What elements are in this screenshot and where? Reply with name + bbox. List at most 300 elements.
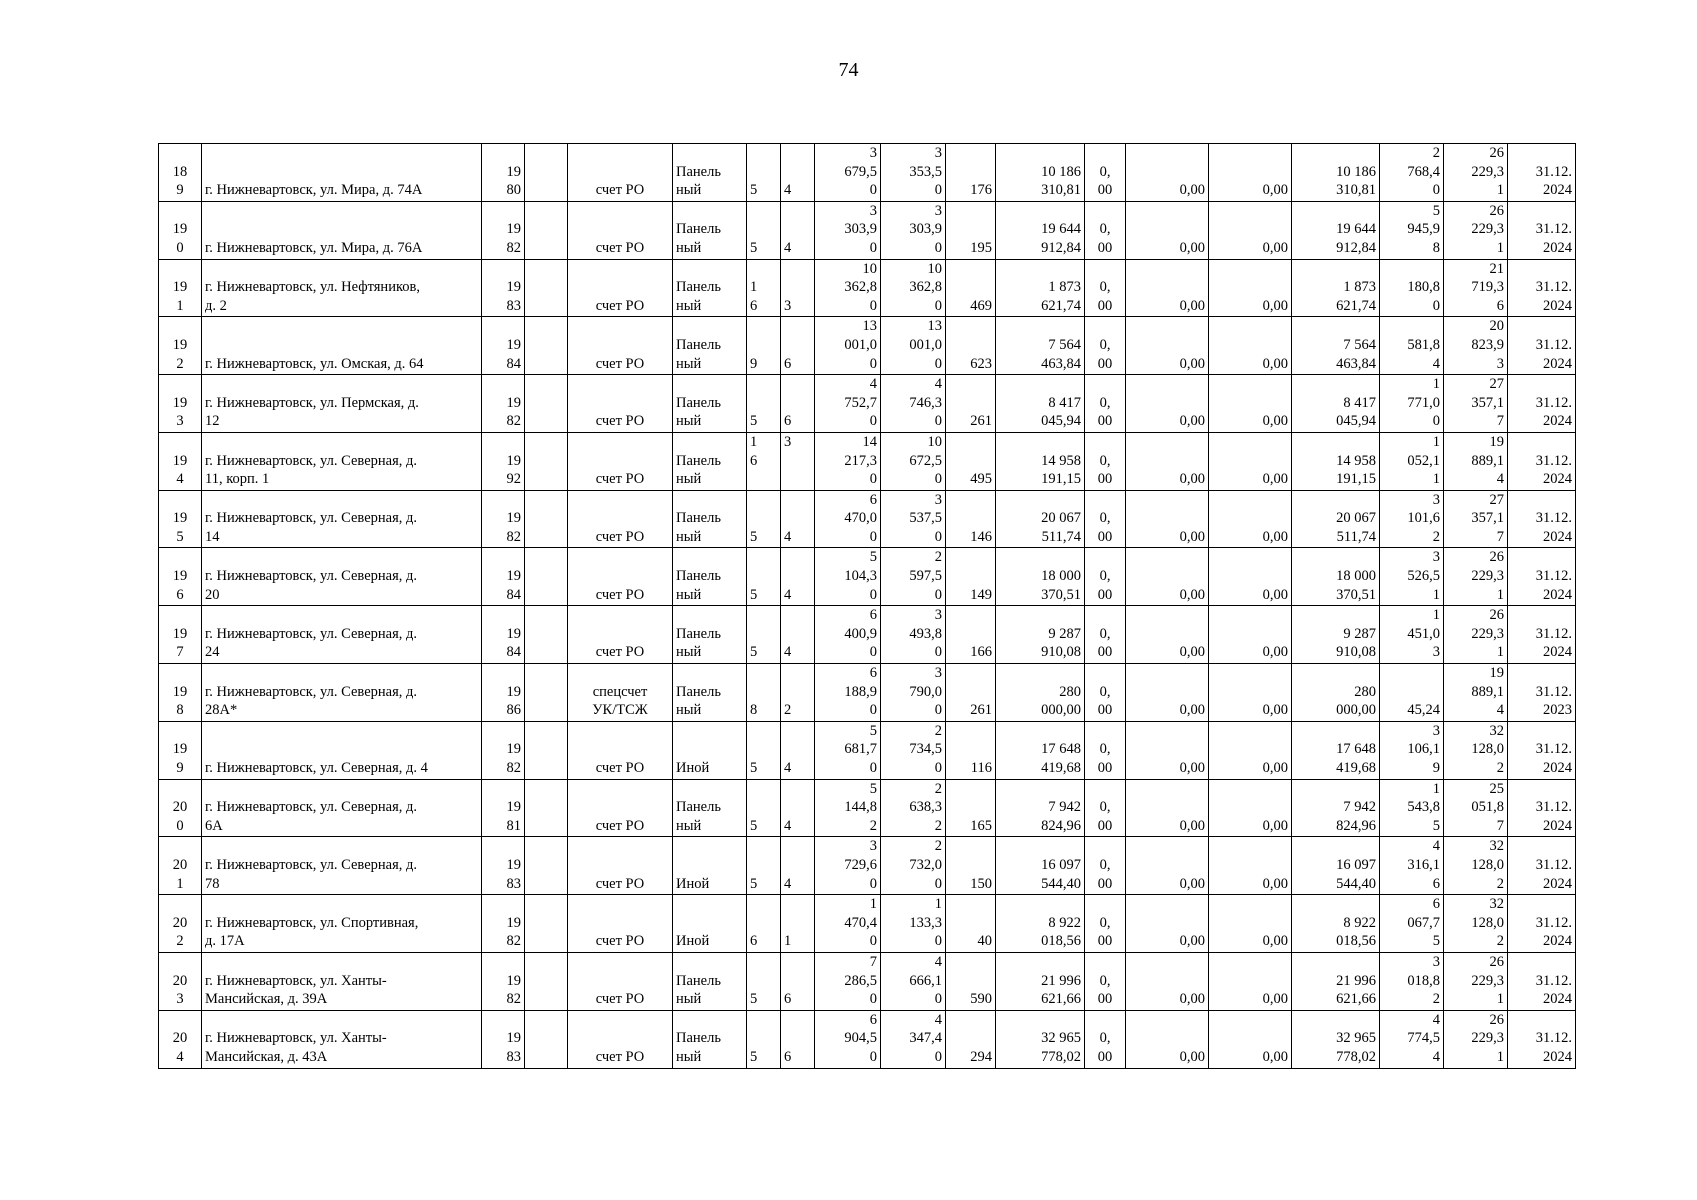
owner-funds-cell: 9 287 910,08 <box>1292 606 1380 664</box>
residents-cell: 116 <box>946 721 996 779</box>
completion-date-cell: 31.12. 2023 <box>1508 664 1576 722</box>
wall-material-cell: Панель ный <box>673 375 747 433</box>
address-cell: г. Нижневартовск, ул. Северная, д. 24 <box>202 606 482 664</box>
completion-date-cell: 31.12. 2024 <box>1508 144 1576 202</box>
table-row <box>159 490 1576 548</box>
owner-funds-cell: 19 644 912,84 <box>1292 201 1380 259</box>
row-number: 19 6 <box>159 548 202 606</box>
table-row <box>159 664 1576 722</box>
year-cell: 19 83 <box>482 837 525 895</box>
local-budget-cell: 0,00 <box>1209 144 1292 202</box>
entrances-cell: 6 <box>781 375 815 433</box>
floors-cell: 5 <box>747 721 781 779</box>
residents-cell: 261 <box>946 664 996 722</box>
wall-material-cell: Панель ный <box>673 952 747 1010</box>
total-area-cell: 5 104,3 0 <box>815 548 881 606</box>
regional-budget-cell: 0,00 <box>1126 779 1209 837</box>
entrances-cell: 4 <box>781 201 815 259</box>
empty-cell <box>525 837 568 895</box>
address-cell: г. Нижневартовск, ул. Северная, д. 20 <box>202 548 482 606</box>
table-row <box>159 779 1576 837</box>
account-type-cell: счет РО <box>568 895 673 953</box>
local-budget-cell: 0,00 <box>1209 895 1292 953</box>
unit-cost-cell: 3 106,1 9 <box>1380 721 1444 779</box>
repair-cost-cell: 280 000,00 <box>996 664 1085 722</box>
row-number: 19 5 <box>159 490 202 548</box>
completion-date-cell: 31.12. 2024 <box>1508 837 1576 895</box>
year-cell: 19 83 <box>482 1010 525 1068</box>
regional-budget-cell: 0,00 <box>1126 490 1209 548</box>
unit-cost-cell: 1 052,1 1 <box>1380 432 1444 490</box>
floors-cell: 1 6 <box>747 259 781 317</box>
owner-funds-cell: 20 067 511,74 <box>1292 490 1380 548</box>
row-number: 19 1 <box>159 259 202 317</box>
row-number: 19 4 <box>159 432 202 490</box>
floors-cell: 1 6 <box>747 432 781 490</box>
year-cell: 19 86 <box>482 664 525 722</box>
wall-material-cell: Панель ный <box>673 1010 747 1068</box>
regional-budget-cell: 0,00 <box>1126 664 1209 722</box>
account-type-cell: счет РО <box>568 548 673 606</box>
empty-cell <box>525 952 568 1010</box>
entrances-cell: 6 <box>781 952 815 1010</box>
unit-cost-cell: 6 067,7 5 <box>1380 895 1444 953</box>
max-unit-cost-cell: 21 719,3 6 <box>1444 259 1508 317</box>
table-row <box>159 606 1576 664</box>
max-unit-cost-cell: 26 229,3 1 <box>1444 548 1508 606</box>
year-cell: 19 84 <box>482 548 525 606</box>
owner-funds-cell: 18 000 370,51 <box>1292 548 1380 606</box>
unit-cost-cell: 3 101,6 2 <box>1380 490 1444 548</box>
unit-cost-cell: 45,24 <box>1380 664 1444 722</box>
total-area-cell: 6 904,5 0 <box>815 1010 881 1068</box>
wall-material-cell: Панель ный <box>673 779 747 837</box>
living-area-cell: 10 672,5 0 <box>881 432 946 490</box>
total-area-cell: 3 729,6 0 <box>815 837 881 895</box>
living-area-cell: 3 303,9 0 <box>881 201 946 259</box>
row-number: 19 9 <box>159 721 202 779</box>
regional-budget-cell: 0,00 <box>1126 201 1209 259</box>
row-number: 18 9 <box>159 144 202 202</box>
address-cell: г. Нижневартовск, ул. Омская, д. 64 <box>202 317 482 375</box>
table-row <box>159 259 1576 317</box>
entrances-cell: 4 <box>781 548 815 606</box>
regional-budget-cell: 0,00 <box>1126 606 1209 664</box>
empty-cell <box>525 1010 568 1068</box>
fund-cell: 0, 00 <box>1085 895 1126 953</box>
living-area-cell: 3 537,5 0 <box>881 490 946 548</box>
wall-material-cell: Панель ный <box>673 317 747 375</box>
row-number: 19 3 <box>159 375 202 433</box>
unit-cost-cell: 4 316,1 6 <box>1380 837 1444 895</box>
max-unit-cost-cell: 26 229,3 1 <box>1444 606 1508 664</box>
living-area-cell: 2 597,5 0 <box>881 548 946 606</box>
repair-cost-cell: 10 186 310,81 <box>996 144 1085 202</box>
address-cell: г. Нижневартовск, ул. Пермская, д. 12 <box>202 375 482 433</box>
table-row <box>159 895 1576 953</box>
address-cell: г. Нижневартовск, ул. Северная, д. 6А <box>202 779 482 837</box>
residents-cell: 590 <box>946 952 996 1010</box>
table-row <box>159 721 1576 779</box>
living-area-cell: 3 790,0 0 <box>881 664 946 722</box>
year-cell: 19 82 <box>482 375 525 433</box>
completion-date-cell: 31.12. 2024 <box>1508 721 1576 779</box>
empty-cell <box>525 259 568 317</box>
living-area-cell: 4 746,3 0 <box>881 375 946 433</box>
completion-date-cell: 31.12. 2024 <box>1508 548 1576 606</box>
local-budget-cell: 0,00 <box>1209 317 1292 375</box>
empty-cell <box>525 548 568 606</box>
living-area-cell: 1 133,3 0 <box>881 895 946 953</box>
wall-material-cell: Панель ный <box>673 201 747 259</box>
max-unit-cost-cell: 32 128,0 2 <box>1444 721 1508 779</box>
repair-cost-cell: 8 417 045,94 <box>996 375 1085 433</box>
entrances-cell: 4 <box>781 606 815 664</box>
address-cell: г. Нижневартовск, ул. Северная, д. 28А* <box>202 664 482 722</box>
repair-cost-cell: 21 996 621,66 <box>996 952 1085 1010</box>
living-area-cell: 13 001,0 0 <box>881 317 946 375</box>
living-area-cell: 3 493,8 0 <box>881 606 946 664</box>
residents-cell: 261 <box>946 375 996 433</box>
year-cell: 19 82 <box>482 201 525 259</box>
entrances-cell: 6 <box>781 1010 815 1068</box>
fund-cell: 0, 00 <box>1085 779 1126 837</box>
max-unit-cost-cell: 20 823,9 3 <box>1444 317 1508 375</box>
floors-cell: 8 <box>747 664 781 722</box>
owner-funds-cell: 7 942 824,96 <box>1292 779 1380 837</box>
address-cell: г. Нижневартовск, ул. Северная, д. 14 <box>202 490 482 548</box>
wall-material-cell: Иной <box>673 721 747 779</box>
account-type-cell: счет РО <box>568 490 673 548</box>
empty-cell <box>525 317 568 375</box>
total-area-cell: 7 286,5 0 <box>815 952 881 1010</box>
repair-cost-cell: 7 564 463,84 <box>996 317 1085 375</box>
empty-cell <box>525 432 568 490</box>
row-number: 20 2 <box>159 895 202 953</box>
completion-date-cell: 31.12. 2024 <box>1508 317 1576 375</box>
total-area-cell: 3 303,9 0 <box>815 201 881 259</box>
row-number: 19 0 <box>159 201 202 259</box>
max-unit-cost-cell: 27 357,1 7 <box>1444 375 1508 433</box>
completion-date-cell: 31.12. 2024 <box>1508 201 1576 259</box>
entrances-cell: 4 <box>781 837 815 895</box>
year-cell: 19 92 <box>482 432 525 490</box>
regional-budget-cell: 0,00 <box>1126 317 1209 375</box>
regional-budget-cell: 0,00 <box>1126 259 1209 317</box>
local-budget-cell: 0,00 <box>1209 432 1292 490</box>
floors-cell: 5 <box>747 201 781 259</box>
completion-date-cell: 31.12. 2024 <box>1508 952 1576 1010</box>
wall-material-cell: Панель ный <box>673 259 747 317</box>
fund-cell: 0, 00 <box>1085 664 1126 722</box>
living-area-cell: 2 734,5 0 <box>881 721 946 779</box>
address-cell: г. Нижневартовск, ул. Мира, д. 74А <box>202 144 482 202</box>
fund-cell: 0, 00 <box>1085 1010 1126 1068</box>
account-type-cell: счет РО <box>568 952 673 1010</box>
max-unit-cost-cell: 19 889,1 4 <box>1444 432 1508 490</box>
residents-cell: 623 <box>946 317 996 375</box>
entrances-cell: 1 <box>781 895 815 953</box>
local-budget-cell: 0,00 <box>1209 548 1292 606</box>
total-area-cell: 13 001,0 0 <box>815 317 881 375</box>
completion-date-cell: 31.12. 2024 <box>1508 375 1576 433</box>
account-type-cell: счет РО <box>568 721 673 779</box>
living-area-cell: 4 666,1 0 <box>881 952 946 1010</box>
total-area-cell: 5 681,7 0 <box>815 721 881 779</box>
year-cell: 19 81 <box>482 779 525 837</box>
entrances-cell: 4 <box>781 144 815 202</box>
table-row <box>159 201 1576 259</box>
account-type-cell: счет РО <box>568 144 673 202</box>
residents-cell: 165 <box>946 779 996 837</box>
local-budget-cell: 0,00 <box>1209 779 1292 837</box>
fund-cell: 0, 00 <box>1085 259 1126 317</box>
total-area-cell: 1 470,4 0 <box>815 895 881 953</box>
year-cell: 19 84 <box>482 317 525 375</box>
year-cell: 19 83 <box>482 259 525 317</box>
completion-date-cell: 31.12. 2024 <box>1508 606 1576 664</box>
fund-cell: 0, 00 <box>1085 952 1126 1010</box>
max-unit-cost-cell: 32 128,0 2 <box>1444 895 1508 953</box>
max-unit-cost-cell: 25 051,8 7 <box>1444 779 1508 837</box>
row-number: 20 1 <box>159 837 202 895</box>
floors-cell: 5 <box>747 837 781 895</box>
fund-cell: 0, 00 <box>1085 548 1126 606</box>
empty-cell <box>525 375 568 433</box>
account-type-cell: счет РО <box>568 201 673 259</box>
unit-cost-cell: 5 945,9 8 <box>1380 201 1444 259</box>
wall-material-cell: Панель ный <box>673 548 747 606</box>
fund-cell: 0, 00 <box>1085 490 1126 548</box>
local-budget-cell: 0,00 <box>1209 721 1292 779</box>
living-area-cell: 3 353,5 0 <box>881 144 946 202</box>
owner-funds-cell: 21 996 621,66 <box>1292 952 1380 1010</box>
wall-material-cell: Панель ный <box>673 664 747 722</box>
regional-budget-cell: 0,00 <box>1126 895 1209 953</box>
table-row <box>159 548 1576 606</box>
local-budget-cell: 0,00 <box>1209 837 1292 895</box>
empty-cell <box>525 895 568 953</box>
floors-cell: 5 <box>747 606 781 664</box>
empty-cell <box>525 721 568 779</box>
repair-cost-cell: 32 965 778,02 <box>996 1010 1085 1068</box>
total-area-cell: 5 144,8 2 <box>815 779 881 837</box>
address-cell: г. Нижневартовск, ул. Мира, д. 76А <box>202 201 482 259</box>
owner-funds-cell: 280 000,00 <box>1292 664 1380 722</box>
living-area-cell: 4 347,4 0 <box>881 1010 946 1068</box>
local-budget-cell: 0,00 <box>1209 490 1292 548</box>
regional-budget-cell: 0,00 <box>1126 1010 1209 1068</box>
living-area-cell: 10 362,8 0 <box>881 259 946 317</box>
residents-cell: 195 <box>946 201 996 259</box>
regional-budget-cell: 0,00 <box>1126 144 1209 202</box>
floors-cell: 5 <box>747 952 781 1010</box>
repair-cost-cell: 7 942 824,96 <box>996 779 1085 837</box>
unit-cost-cell: 3 526,5 1 <box>1380 548 1444 606</box>
floors-cell: 5 <box>747 144 781 202</box>
repair-cost-cell: 18 000 370,51 <box>996 548 1085 606</box>
regional-budget-cell: 0,00 <box>1126 837 1209 895</box>
address-cell: г. Нижневартовск, ул. Северная, д. 78 <box>202 837 482 895</box>
row-number: 19 7 <box>159 606 202 664</box>
table-row <box>159 375 1576 433</box>
floors-cell: 6 <box>747 895 781 953</box>
regional-budget-cell: 0,00 <box>1126 375 1209 433</box>
account-type-cell: счет РО <box>568 779 673 837</box>
table-body <box>159 144 1576 1069</box>
floors-cell: 5 <box>747 1010 781 1068</box>
year-cell: 19 82 <box>482 721 525 779</box>
completion-date-cell: 31.12. 2024 <box>1508 1010 1576 1068</box>
residents-cell: 469 <box>946 259 996 317</box>
owner-funds-cell: 8 417 045,94 <box>1292 375 1380 433</box>
year-cell: 19 82 <box>482 952 525 1010</box>
unit-cost-cell: 1 451,0 3 <box>1380 606 1444 664</box>
residents-cell: 176 <box>946 144 996 202</box>
max-unit-cost-cell: 26 229,3 1 <box>1444 201 1508 259</box>
entrances-cell: 4 <box>781 490 815 548</box>
year-cell: 19 82 <box>482 895 525 953</box>
house-registry-table <box>158 143 1576 1069</box>
row-number: 19 8 <box>159 664 202 722</box>
local-budget-cell: 0,00 <box>1209 606 1292 664</box>
repair-cost-cell: 17 648 419,68 <box>996 721 1085 779</box>
regional-budget-cell: 0,00 <box>1126 548 1209 606</box>
local-budget-cell: 0,00 <box>1209 375 1292 433</box>
residents-cell: 146 <box>946 490 996 548</box>
regional-budget-cell: 0,00 <box>1126 952 1209 1010</box>
account-type-cell: счет РО <box>568 317 673 375</box>
fund-cell: 0, 00 <box>1085 144 1126 202</box>
table-row <box>159 837 1576 895</box>
empty-cell <box>525 201 568 259</box>
address-cell: г. Нижневартовск, ул. Северная, д. 11, корп. 1 <box>202 432 482 490</box>
year-cell: 19 82 <box>482 490 525 548</box>
entrances-cell: 4 <box>781 779 815 837</box>
local-budget-cell: 0,00 <box>1209 664 1292 722</box>
floors-cell: 5 <box>747 779 781 837</box>
max-unit-cost-cell: 27 357,1 7 <box>1444 490 1508 548</box>
owner-funds-cell: 7 564 463,84 <box>1292 317 1380 375</box>
empty-cell <box>525 606 568 664</box>
owner-funds-cell: 32 965 778,02 <box>1292 1010 1380 1068</box>
floors-cell: 5 <box>747 375 781 433</box>
total-area-cell: 6 400,9 0 <box>815 606 881 664</box>
residents-cell: 149 <box>946 548 996 606</box>
unit-cost-cell: 4 774,5 4 <box>1380 1010 1444 1068</box>
repair-cost-cell: 14 958 191,15 <box>996 432 1085 490</box>
local-budget-cell: 0,00 <box>1209 1010 1292 1068</box>
fund-cell: 0, 00 <box>1085 721 1126 779</box>
completion-date-cell: 31.12. 2024 <box>1508 779 1576 837</box>
wall-material-cell: Иной <box>673 895 747 953</box>
wall-material-cell: Иной <box>673 837 747 895</box>
total-area-cell: 10 362,8 0 <box>815 259 881 317</box>
account-type-cell: счет РО <box>568 606 673 664</box>
empty-cell <box>525 144 568 202</box>
repair-cost-cell: 19 644 912,84 <box>996 201 1085 259</box>
entrances-cell: 2 <box>781 664 815 722</box>
row-number: 20 4 <box>159 1010 202 1068</box>
row-number: 20 3 <box>159 952 202 1010</box>
max-unit-cost-cell: 26 229,3 1 <box>1444 952 1508 1010</box>
empty-cell <box>525 490 568 548</box>
owner-funds-cell: 16 097 544,40 <box>1292 837 1380 895</box>
unit-cost-cell: 1 771,0 0 <box>1380 375 1444 433</box>
year-cell: 19 80 <box>482 144 525 202</box>
year-cell: 19 84 <box>482 606 525 664</box>
residents-cell: 294 <box>946 1010 996 1068</box>
completion-date-cell: 31.12. 2024 <box>1508 432 1576 490</box>
floors-cell: 9 <box>747 317 781 375</box>
wall-material-cell: Панель ный <box>673 432 747 490</box>
owner-funds-cell: 10 186 310,81 <box>1292 144 1380 202</box>
unit-cost-cell: 180,8 0 <box>1380 259 1444 317</box>
total-area-cell: 6 188,9 0 <box>815 664 881 722</box>
residents-cell: 40 <box>946 895 996 953</box>
fund-cell: 0, 00 <box>1085 606 1126 664</box>
account-type-cell: счет РО <box>568 1010 673 1068</box>
address-cell: г. Нижневартовск, ул. Ханты- Мансийская, д. 43А <box>202 1010 482 1068</box>
table-row <box>159 1010 1576 1068</box>
account-type-cell: счет РО <box>568 259 673 317</box>
account-type-cell: счет РО <box>568 375 673 433</box>
entrances-cell: 6 <box>781 317 815 375</box>
max-unit-cost-cell: 32 128,0 2 <box>1444 837 1508 895</box>
wall-material-cell: Панель ный <box>673 144 747 202</box>
local-budget-cell: 0,00 <box>1209 259 1292 317</box>
account-type-cell: счет РО <box>568 837 673 895</box>
address-cell: г. Нижневартовск, ул. Северная, д. 4 <box>202 721 482 779</box>
floors-cell: 5 <box>747 548 781 606</box>
unit-cost-cell: 2 768,4 0 <box>1380 144 1444 202</box>
table-row <box>159 952 1576 1010</box>
table-row <box>159 432 1576 490</box>
total-area-cell: 3 679,5 0 <box>815 144 881 202</box>
repair-cost-cell: 9 287 910,08 <box>996 606 1085 664</box>
max-unit-cost-cell: 26 229,3 1 <box>1444 1010 1508 1068</box>
max-unit-cost-cell: 19 889,1 4 <box>1444 664 1508 722</box>
residents-cell: 150 <box>946 837 996 895</box>
max-unit-cost-cell: 26 229,3 1 <box>1444 144 1508 202</box>
entrances-cell: 3 <box>781 259 815 317</box>
empty-cell <box>525 664 568 722</box>
regional-budget-cell: 0,00 <box>1126 432 1209 490</box>
address-cell: г. Нижневартовск, ул. Спортивная, д. 17А <box>202 895 482 953</box>
completion-date-cell: 31.12. 2024 <box>1508 895 1576 953</box>
page-number: 74 <box>838 59 859 81</box>
entrances-cell: 4 <box>781 721 815 779</box>
fund-cell: 0, 00 <box>1085 201 1126 259</box>
owner-funds-cell: 1 873 621,74 <box>1292 259 1380 317</box>
total-area-cell: 14 217,3 0 <box>815 432 881 490</box>
living-area-cell: 2 732,0 0 <box>881 837 946 895</box>
wall-material-cell: Панель ный <box>673 606 747 664</box>
repair-cost-cell: 20 067 511,74 <box>996 490 1085 548</box>
local-budget-cell: 0,00 <box>1209 952 1292 1010</box>
unit-cost-cell: 581,8 4 <box>1380 317 1444 375</box>
fund-cell: 0, 00 <box>1085 375 1126 433</box>
unit-cost-cell: 1 543,8 5 <box>1380 779 1444 837</box>
row-number: 20 0 <box>159 779 202 837</box>
repair-cost-cell: 8 922 018,56 <box>996 895 1085 953</box>
repair-cost-cell: 16 097 544,40 <box>996 837 1085 895</box>
row-number: 19 2 <box>159 317 202 375</box>
total-area-cell: 4 752,7 0 <box>815 375 881 433</box>
entrances-cell: 3 <box>781 432 815 490</box>
floors-cell: 5 <box>747 490 781 548</box>
wall-material-cell: Панель ный <box>673 490 747 548</box>
